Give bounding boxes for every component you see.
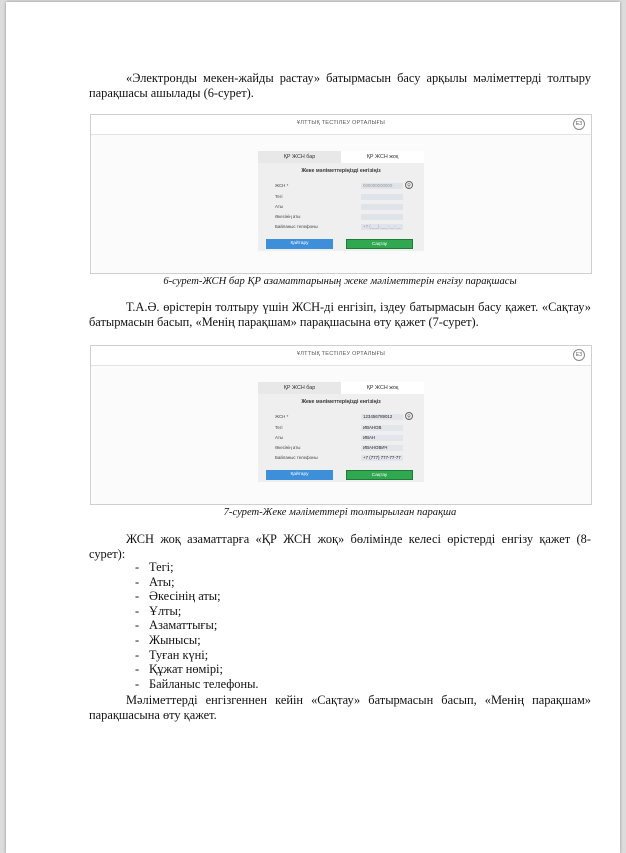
figure-7-screenshot [90, 345, 592, 505]
figure-6-caption: 6-сурет-ЖСН бар ҚР азаматтарының жеке мәліметтерін енгізу парақшасы [163, 276, 517, 287]
list-item [135, 618, 259, 633]
list-item [135, 589, 259, 604]
save-button[interactable]: Сақтау [346, 239, 413, 249]
close-icon[interactable]: ЕЗ [573, 118, 585, 130]
search-icon[interactable]: ⚲ [405, 412, 413, 420]
app-header [91, 115, 591, 135]
phone-input[interactable]: +7 (777) 777-77-77 [361, 455, 403, 461]
list-item-text: Тегі; [149, 560, 174, 574]
figure-7-caption: 7-сурет-Жеке мәліметтері толтырылған парақша [223, 507, 457, 518]
app-title: ҰЛТТЫҚ ТЕСТІЛЕУ ОРТАЛЫҒЫ [296, 120, 386, 126]
save-button[interactable]: Сақтау [346, 470, 413, 480]
list-item-text: Құжат нөмірі; [149, 662, 223, 677]
field-row-patronymic [275, 214, 415, 221]
field-label: Байланыс телефоны [275, 224, 318, 229]
list-dash: - [135, 662, 140, 677]
personal-data-form [258, 382, 424, 482]
patronymic-input[interactable] [361, 214, 403, 220]
field-row-name [275, 435, 415, 442]
list-item [135, 633, 259, 648]
list-item [135, 648, 259, 663]
list-item-text: Әкесінің аты; [149, 589, 221, 604]
list-item [135, 604, 259, 619]
paragraph-instructions: Т.А.Ә. өрістерін толтыру үшін ЖСН-ді енгізіп, іздеу батырмасын басу қажет. «Сақтау» батырмасын басып, «Менің парақшам» парақшасына өту қажет (7-сурет). [89, 300, 591, 329]
required-fields-list [135, 560, 259, 691]
field-row-phone [275, 224, 415, 231]
list-item-text: Аты; [149, 574, 175, 589]
field-row-iin [275, 414, 415, 421]
field-row-surname [275, 194, 415, 201]
list-item-text: Байланыс телефоны. [149, 676, 259, 691]
field-row-name [275, 204, 415, 211]
list-item-text: Жынысы; [149, 632, 201, 647]
form-heading: Жеке мәліметтеріңізді енгізіңіз [301, 168, 381, 174]
app-header [91, 346, 591, 366]
back-button[interactable]: Қайтару [266, 239, 333, 249]
paragraph-final: Мәліметтерді енгізгеннен кейін «Сақтау» батырмасын басып, «Менің парақшам» парақшасына өту қажет. [89, 693, 591, 722]
tab-iin-missing[interactable]: ҚР ЖСН жоқ [341, 382, 424, 394]
list-dash: - [135, 618, 140, 633]
tab-iin-exists[interactable]: ҚР ЖСН бар [258, 382, 341, 394]
field-label: Аты [275, 435, 283, 440]
form-body [258, 394, 424, 482]
close-icon[interactable]: ЕЗ [573, 349, 585, 361]
list-item-text: Ұлты; [149, 603, 182, 618]
list-dash: - [135, 603, 140, 618]
field-row-phone [275, 455, 415, 462]
tab-iin-exists[interactable]: ҚР ЖСН бар [258, 151, 341, 163]
field-label: Байланыс телефоны [275, 455, 318, 460]
list-dash: - [135, 560, 140, 574]
list-dash: - [135, 676, 140, 691]
app-title: ҰЛТТЫҚ ТЕСТІЛЕУ ОРТАЛЫҒЫ [296, 351, 386, 357]
field-row-iin [275, 183, 415, 190]
field-row-surname [275, 425, 415, 432]
list-item [135, 662, 259, 677]
back-button[interactable]: Қайтару [266, 470, 333, 480]
field-label: ЖСН * [275, 414, 289, 419]
field-label: Тегі [275, 194, 283, 199]
iin-input[interactable]: 000000000000 [361, 183, 403, 189]
form-body [258, 163, 424, 251]
name-input[interactable]: ИВАН [361, 435, 403, 441]
tab-iin-missing[interactable]: ҚР ЖСН жоқ [341, 151, 424, 163]
list-item [135, 575, 259, 590]
personal-data-form [258, 151, 424, 251]
patronymic-input[interactable]: ИВАНОВИЧ [361, 445, 403, 451]
search-icon[interactable]: ⚲ [405, 181, 413, 189]
form-heading: Жеке мәліметтеріңізді енгізіңіз [301, 399, 381, 405]
list-item [135, 560, 259, 575]
field-label: Тегі [275, 425, 283, 430]
figure-6-screenshot [90, 114, 592, 274]
name-input[interactable] [361, 204, 403, 210]
list-item-text: Туған күні; [149, 647, 209, 662]
field-label: Әкесінің аты [275, 445, 301, 450]
field-label: Әкесінің аты [275, 214, 301, 219]
form-tabs [258, 151, 424, 163]
paragraph-intro: «Электронды мекен-жайды растау» батырмасын басу арқылы мәліметтерді толтыру парақшасы ашылады (6-сурет). [89, 71, 591, 100]
field-label: ЖСН * [275, 183, 289, 188]
list-item [135, 677, 259, 692]
field-row-patronymic [275, 445, 415, 452]
list-dash: - [135, 574, 140, 589]
iin-input[interactable]: 123456789012 [361, 414, 403, 420]
list-dash: - [135, 647, 140, 662]
surname-input[interactable] [361, 194, 403, 200]
surname-input[interactable]: ИВАНОВ [361, 425, 403, 431]
list-dash: - [135, 632, 140, 647]
list-item-text: Азаматтығы; [149, 618, 218, 633]
paragraph-no-iin: ЖСН жоқ азаматтарға «ҚР ЖСН жоқ» бөлімінде келесі өрістерді енгізу қажет (8-сурет): [89, 532, 591, 561]
phone-input[interactable]: +7 (___) ___-__-__ [361, 224, 403, 230]
list-dash: - [135, 589, 140, 604]
form-tabs [258, 382, 424, 394]
field-label: Аты [275, 204, 283, 209]
